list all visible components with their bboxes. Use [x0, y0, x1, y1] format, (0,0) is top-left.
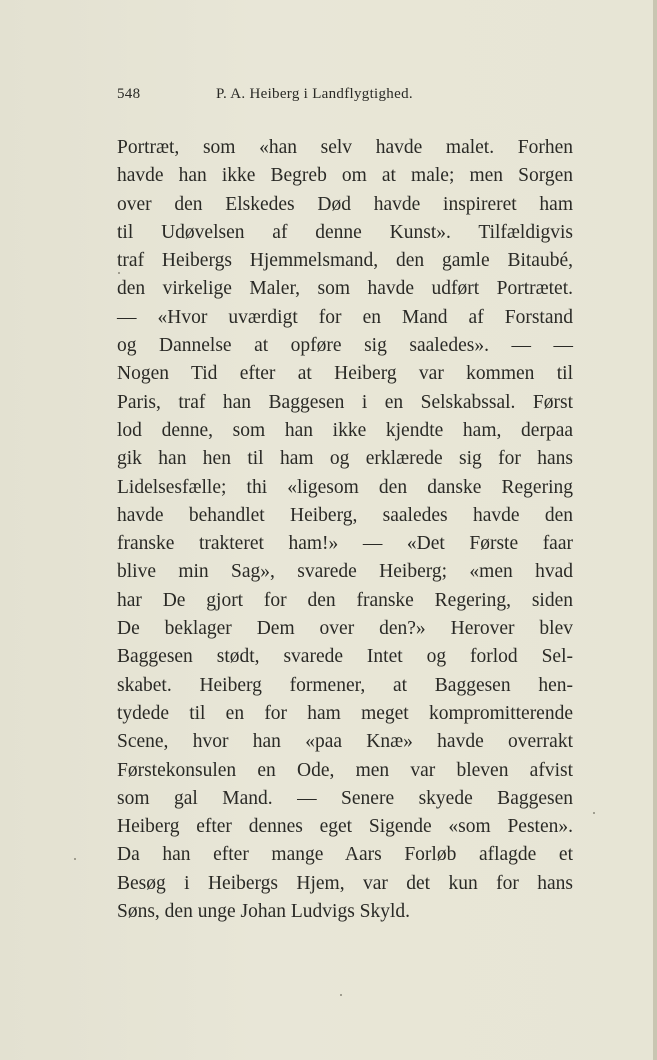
paper-speck: [340, 994, 342, 996]
text-line: Heiberg efter dennes eget Sigende «som Pesten».: [117, 816, 573, 838]
text-line: skabet. Heiberg formener, at Baggesen hen-: [117, 674, 573, 696]
text-line: havde han ikke Begreb om at male; men Sorgen: [117, 165, 573, 187]
text-line: og Dannelse at opføre sig saaledes». — —: [117, 335, 573, 357]
page-edge: [653, 0, 657, 1060]
paper-speck: [593, 812, 595, 814]
text-line: Besøg i Heibergs Hjem, var det kun for hans: [117, 872, 573, 894]
text-line: den virkelige Maler, som havde udført Portrætet.: [117, 278, 573, 300]
text-line: Portræt, som «han selv havde malet. Forhen: [117, 137, 573, 158]
text-line: traf Heibergs Hjemmelsmand, den gamle Bitaubé,: [117, 250, 573, 272]
text-line: De beklager Dem over den?» Herover blev: [117, 618, 573, 640]
text-line: Paris, traf han Baggesen i en Selskabssal. Først: [117, 391, 573, 413]
text-line: gik han hen til ham og erklærede sig for hans: [117, 448, 573, 470]
text-line: — «Hvor uværdigt for en Mand af Forstand: [117, 306, 573, 328]
running-header: [117, 86, 577, 110]
text-line: tydede til en for ham meget kompromitterende: [117, 702, 573, 724]
text-line: Nogen Tid efter at Heiberg var kommen til: [117, 363, 573, 385]
paper-speck: [118, 272, 120, 274]
text-line: Søns, den unge Johan Ludvigs Skyld.: [117, 901, 411, 923]
page-number: 548: [117, 86, 141, 102]
text-line: Da han efter mange Aars Forløb aflagde et: [117, 844, 573, 866]
text-line: til Udøvelsen af denne Kunst». Tilfældigvis: [117, 221, 573, 243]
text-line: som gal Mand. — Senere skyede Baggesen: [117, 787, 573, 809]
paper-speck: [74, 858, 76, 860]
text-line: Scene, hvor han «paa Knæ» havde overrakt: [117, 731, 573, 753]
text-line: blive min Sag», svarede Heiberg; «men hvad: [117, 561, 573, 583]
text-line: Førstekonsulen en Ode, men var bleven afvist: [117, 759, 573, 781]
text-line: over den Elskedes Død havde inspireret ham: [117, 193, 573, 215]
text-line: lod denne, som han ikke kjendte ham, derpaa: [117, 419, 573, 441]
running-title: P. A. Heiberg i Landflygtighed.: [216, 86, 413, 102]
text-line: franske trakteret ham!» — «Det Første faar: [117, 533, 573, 555]
text-line: Baggesen stødt, svarede Intet og forlod Sel-: [117, 646, 573, 668]
text-line: har De gjort for den franske Regering, siden: [117, 589, 573, 611]
text-line: havde behandlet Heiberg, saaledes havde den: [117, 504, 573, 526]
text-line: Lidelsesfælle; thi «ligesom den danske Regering: [117, 476, 573, 498]
body-text: [117, 134, 573, 926]
